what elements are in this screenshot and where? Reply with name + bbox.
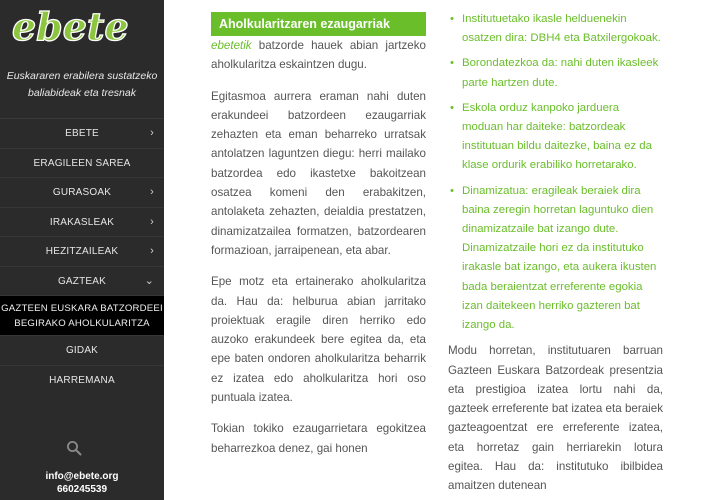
nav-item-label: GURASOAK bbox=[52, 187, 112, 198]
nav-item-label: EBETE bbox=[65, 128, 99, 139]
list-item bbox=[448, 10, 663, 48]
brand-name: ebetetik bbox=[211, 39, 252, 52]
nav-item-label: IRAKASLEAK bbox=[49, 216, 115, 228]
intro-paragraph bbox=[211, 36, 426, 75]
nav-item-gazteen-euskara-batzordeei[interactable]: GAZTEEN EUSKARA BATZORDEEI BEGIRAKO AHOLKULARITZA bbox=[0, 296, 164, 336]
contact-info bbox=[0, 470, 164, 496]
nav-item-irakasleak[interactable] bbox=[0, 208, 164, 238]
paragraph: Egitasmoa aurrera eraman nahi duten erakundeei batzordeen ezaugarriak zehazten eta eman beharreko urratsak antolatzen laguntzen diegu: herri mailako batzordea edo ikastetxe bakoitzean osatzea komeni den erabakitzen, antolaketa zehazten, deialdia prestatzen, dinamizatzailea formatzen, batzordearen formazioan, jarraipenean, eta abar. bbox=[211, 89, 426, 257]
chevron-right-icon: › bbox=[150, 127, 154, 139]
list-item bbox=[448, 54, 663, 92]
bullet-icon: • bbox=[450, 101, 454, 114]
paragraph: Tokian tokiko ezaugarrietara egokitzea beharrezkoa denez, gai honen bbox=[211, 422, 426, 455]
logo-image bbox=[10, 2, 150, 50]
intro-text: batzorde hauek abian jartzeko aholkularitza eskaintzen dugu. bbox=[211, 39, 426, 72]
nav-item-eragileen-sarea[interactable] bbox=[0, 149, 164, 179]
search-icon[interactable] bbox=[66, 440, 82, 456]
nav-item-label: ERAGILEEN SAREA bbox=[33, 157, 131, 169]
list-item-text: Institutuetako ikasle helduenekin osatzen dira: DBH4 eta Batxilergokoak. bbox=[462, 13, 661, 45]
nav-item-hezitzaileak[interactable] bbox=[0, 237, 164, 267]
logo-text: ebete bbox=[12, 4, 129, 49]
section-heading: Aholkularitzaren ezaugarriak bbox=[211, 12, 426, 36]
nav-item-gazteak[interactable] bbox=[0, 267, 164, 297]
list-item-text: Eskola orduz kanpoko jarduera moduan har daiteke: batzordeak institutuan bildu daitezke, baina ez da klase ordurik erabiliko horretarako. bbox=[462, 101, 652, 172]
main-nav bbox=[0, 118, 164, 395]
nav-item-label: HARREMANA bbox=[49, 374, 115, 386]
contact-email[interactable]: info@ebete.org bbox=[45, 471, 119, 482]
content-column-right bbox=[448, 10, 663, 496]
bullet-icon: • bbox=[450, 57, 454, 70]
site-tagline: Euskararen erabilera sustatzeko baliabideak eta tresnak bbox=[6, 70, 158, 99]
list-item bbox=[448, 99, 663, 176]
list-item bbox=[448, 182, 663, 336]
nav-item-ebete[interactable] bbox=[0, 119, 164, 149]
chevron-right-icon: › bbox=[150, 186, 154, 198]
list-item-text: Borondatezkoa da: nahi duten ikasleek parte hartzen dute. bbox=[462, 57, 659, 89]
chevron-right-icon: › bbox=[150, 245, 154, 257]
nav-item-gidak[interactable] bbox=[0, 336, 164, 366]
nav-item-gurasoak[interactable] bbox=[0, 178, 164, 208]
chevron-down-icon: ⌄ bbox=[144, 274, 154, 287]
bullet-icon: • bbox=[450, 13, 454, 25]
bullet-icon: • bbox=[450, 184, 454, 197]
ebete-logo[interactable] bbox=[10, 2, 150, 50]
nav-item-label: GIDAK bbox=[65, 345, 99, 356]
nav-item-label: HEZITZAILEAK bbox=[45, 246, 119, 257]
sidebar bbox=[0, 0, 164, 500]
paragraph: Modu horretan, institutuaren barruan Gazteen Euskara Batzordeak presentzia eta prestigioa izatea lortu nahi da, gazteek erreferente bat izatea eta beraiek gazteagoentzat ere erreferente izatea, eta horretaz gain herriarekin lotura egitea. Hau da: institutuko ibilbidea amaitzen dutenean bbox=[448, 344, 663, 493]
contact-phone: 660245539 bbox=[56, 484, 108, 495]
chevron-right-icon: › bbox=[150, 215, 154, 228]
nav-item-harremana[interactable] bbox=[0, 366, 164, 396]
nav-item-label: GAZTEAK bbox=[57, 275, 107, 287]
paragraph: Epe motz eta ertainerako aholkularitza da. Hau da: helburua abian jarritako proiektuak eragile diren herriko edo auzoko erakundeek bere egitea da, eta epe baten ondoren aholkularitza beharrik ez izatea edo aholkularitza hori oso puntuala izatea. bbox=[211, 275, 426, 405]
content-column-left bbox=[211, 12, 426, 458]
list-item-text: Dinamizatua: eragileak beraiek dira baina zeregin horretan laguntuko dien dinamizatzaile bat izango dute. Dinamizatzaile hori ez da institutuko irakasle bat izango, eta aukera ikusten bada beraientzat erreferente egokia izan daitekeen herriko gazteren bat izango da. bbox=[462, 184, 657, 332]
